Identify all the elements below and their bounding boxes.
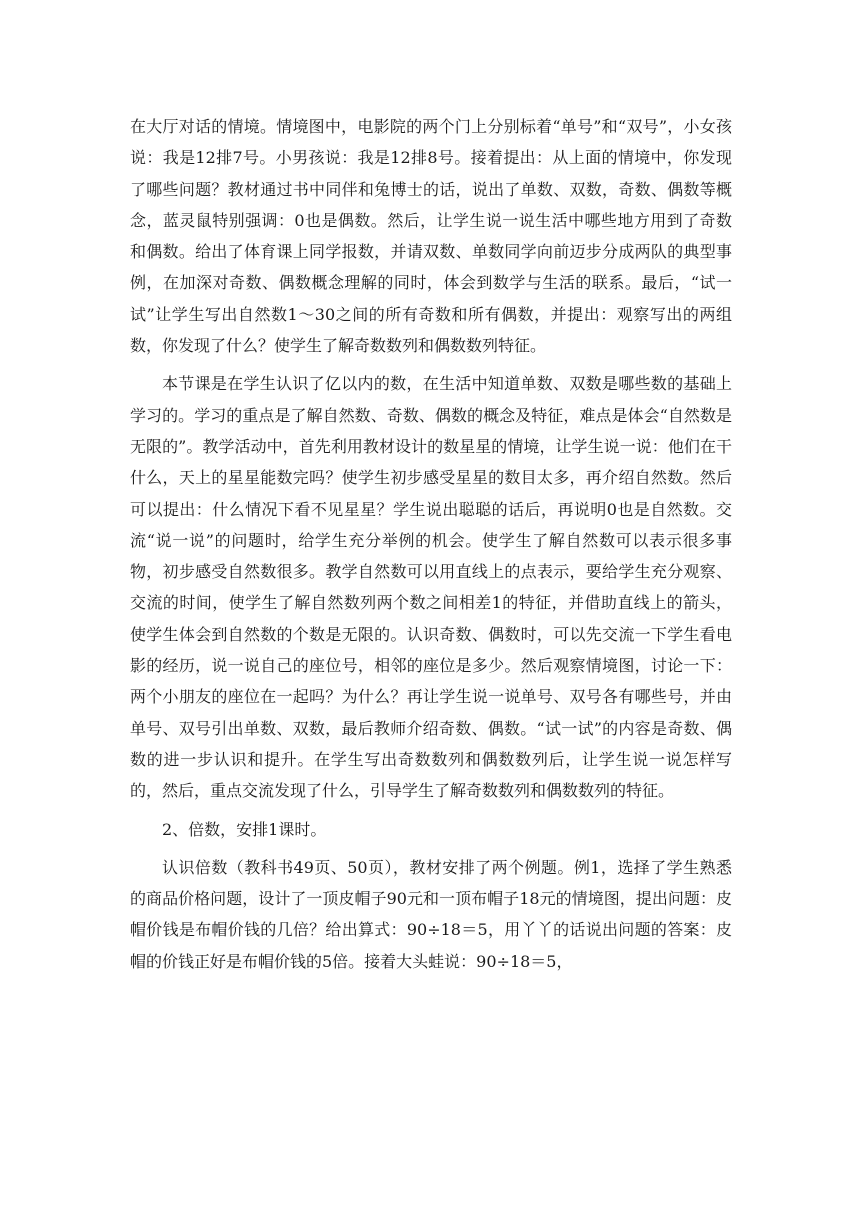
paragraph-lesson-analysis: 本节课是在学生认识了亿以内的数，在生活中知道单数、双数是哪些数的基础上学习的。学习的重点是了解自然数、奇数、偶数的概念及特征，难点是体会“自然数是无限的”。教学活动中，首先利用教材设计的数星星的情境，让学生说一说：他们在干什么，天上的星星能数完吗？使学生初步感受星星的数目太多，再介绍自然数。然后可以提出：什么情况下看不见星星？学生说出聪聪的话后，再说明0也是自然数。交流“说一说”的问题时，给学生充分举例的机会。使学生了解自然数可以表示很多事物，初步感受自然数很多。教学自然数可以用直线上的点表示，要给学生充分观察、交流的时间，使学生了解自然数列两个数之间相差1的特征，并借助直线上的箭头，使学生体会到自然数的个数是无限的。认识奇数、偶数时，可以先交流一下学生看电影的经历，说一说自己的座位号，相邻的座位是多少。然后观察情境图，讨论一下：两个小朋友的座位在一起吗？为什么？再让学生说一说单号、双号各有哪些号，并由单号、双号引出单数、双数，最后教师介绍奇数、偶数。“试一试”的内容是奇数、偶数的进一步认识和提升。在学生写出奇数数列和偶数数列后，让学生说一说怎样写的，然后，重点交流发现了什么，引导学生了解奇数数列和偶数数列的特征。 bbox=[130, 374, 732, 801]
paragraph-scenario-description: 在大厅对话的情境。情境图中，电影院的两个门上分别标着“单号”和“双号”，小女孩说：我是12排7号。小男孩说：我是12排8号。接着提出：从上面的情境中，你发现了哪些问题？教材通过书中同伴和兔博士的话，说出了单数、双数，奇数、偶数等概念，蓝灵鼠特别强调：0也是偶数。然后，让学生说一说生活中哪些地方用到了奇数和偶数。给出了体育课上同学报数，并请双数、单数同学向前迈步分成两队的典型事例，在加深对奇数、偶数概念理解的同时，体会到数学与生活的联系。最后，“试一试”让学生写出自然数1～30之间的所有奇数和所有偶数，并提出：观察写出的两组数，你发现了什么？使学生了解奇数数列和偶数数列特征。 bbox=[130, 117, 732, 356]
document-body bbox=[130, 111, 732, 984]
paragraph-section-heading: 2、倍数，安排1课时。 bbox=[162, 819, 327, 839]
paragraph-multiples-intro: 认识倍数（教科书49页、50页），教材安排了两个例题。例1，选择了学生熟悉的商品价格问题，设计了一顶皮帽子90元和一顶布帽子18元的情境图，提出问题：皮帽价钱是布帽价钱的几倍？给出算式：90÷18＝5，用丫丫的话说出问题的答案：皮帽的价钱正好是布帽价钱的5倍。接着大头蛙说：90÷18＝5， bbox=[130, 857, 732, 971]
